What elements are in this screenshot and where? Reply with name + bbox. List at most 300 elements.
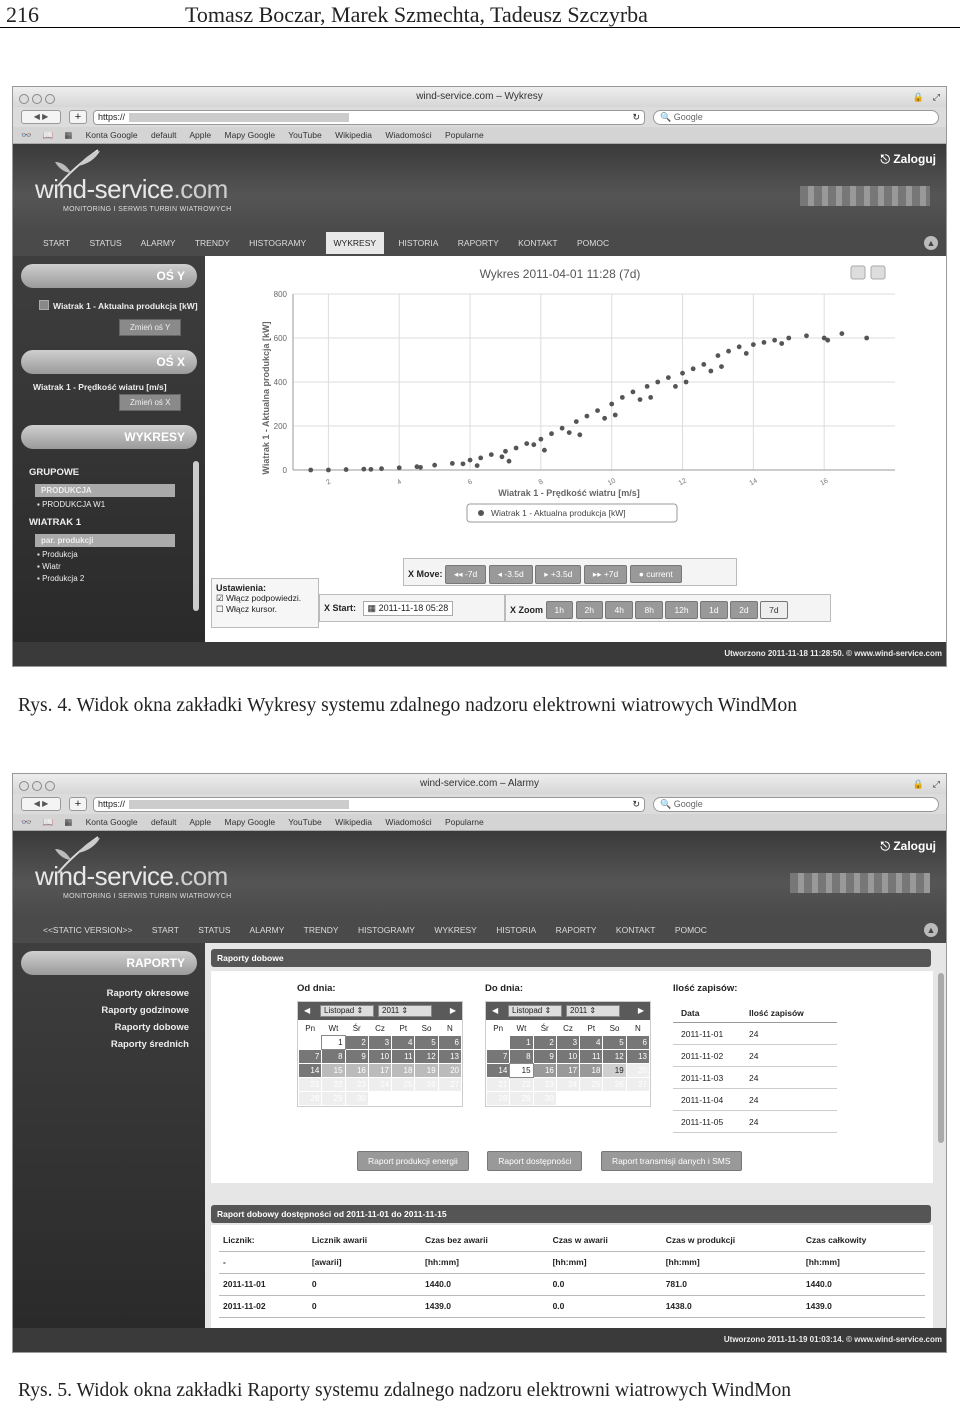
- bookmark-item[interactable]: Wiadomości: [385, 130, 432, 140]
- data-point: [507, 459, 512, 464]
- table-header-row: [219, 1229, 925, 1251]
- table-cell: 2011-11-01: [219, 1273, 308, 1295]
- close-icon[interactable]: [19, 94, 29, 104]
- energy-report-button[interactable]: Raport produkcji energii: [357, 1151, 469, 1171]
- table-row: [673, 1045, 837, 1067]
- table-header: Licznik awarii: [308, 1229, 421, 1251]
- turbine-item[interactable]: ▪ Produkcja: [37, 550, 78, 559]
- weekday: So: [421, 1023, 432, 1033]
- data-point: [648, 395, 653, 400]
- next-month-icon[interactable]: ▶: [637, 1006, 644, 1015]
- turbine-item[interactable]: ▪ Produkcja 2: [37, 574, 85, 583]
- day-cell[interactable]: 29: [322, 1092, 344, 1105]
- section-title: Raporty dobowe: [211, 949, 931, 967]
- reload-icon[interactable]: ↻: [632, 112, 640, 122]
- search-input[interactable]: 🔍 Google: [653, 110, 939, 125]
- screenshot-raporty: [12, 773, 947, 1353]
- day-cell-selected[interactable]: 1: [322, 1036, 344, 1049]
- grid-icon[interactable]: ▦: [64, 130, 73, 140]
- xstart-bar: [319, 594, 505, 622]
- data-point: [577, 432, 582, 437]
- site-logo[interactable]: [35, 174, 228, 205]
- download-icon[interactable]: [871, 266, 885, 279]
- report-link[interactable]: Raporty dobowe: [114, 1022, 189, 1033]
- login-link[interactable]: ⎋ Zaloguj: [880, 152, 936, 166]
- day-cell[interactable]: 5: [415, 1036, 437, 1049]
- day-cell[interactable]: 24: [369, 1078, 391, 1091]
- user-blurred: [800, 186, 930, 206]
- zoom-button[interactable]: 12h: [665, 601, 697, 619]
- year-select[interactable]: 2011 ⇕: [566, 1005, 620, 1017]
- month-select[interactable]: Listopad ⇕: [320, 1005, 374, 1017]
- data-point: [361, 467, 366, 472]
- day-cell[interactable]: 10: [369, 1050, 391, 1063]
- day-cell[interactable]: 24: [557, 1078, 579, 1091]
- checkbox[interactable]: [39, 300, 49, 310]
- back-forward-buttons[interactable]: ◀ ▶: [21, 797, 61, 811]
- menu-item[interactable]: TRENDY: [303, 925, 339, 935]
- logo-main: wind-service: [35, 174, 174, 204]
- report-link[interactable]: Raporty średnich: [110, 1039, 189, 1050]
- zoom-button[interactable]: 1d: [700, 601, 727, 619]
- bookmark-item[interactable]: Mapy Google: [224, 817, 276, 827]
- day-cell[interactable]: 14: [487, 1064, 509, 1077]
- user-blurred: [790, 873, 930, 893]
- chart-title: Wykres 2011-04-01 11:28 (7d): [479, 267, 641, 281]
- menu-item[interactable]: ALARMY: [140, 238, 176, 248]
- minimize-icon[interactable]: [32, 94, 42, 104]
- menu-item[interactable]: STATUS: [89, 238, 122, 248]
- data-point: [585, 414, 590, 419]
- bookmark-item[interactable]: Konta Google: [85, 130, 138, 140]
- weekday: Śr: [540, 1023, 549, 1033]
- print-icon[interactable]: [851, 266, 865, 279]
- menu-item[interactable]: TRENDY: [194, 238, 230, 248]
- day-cell[interactable]: 22: [510, 1078, 532, 1091]
- scrollbar[interactable]: [193, 461, 199, 611]
- day-cell[interactable]: 14: [299, 1064, 321, 1077]
- bookmark-item[interactable]: Konta Google: [85, 817, 138, 827]
- menu-item[interactable]: RAPORTY: [457, 238, 499, 248]
- counts-table: [673, 1003, 837, 1133]
- scrollbar[interactable]: [938, 973, 944, 1143]
- availability-report-button[interactable]: Raport dostępności: [487, 1151, 582, 1171]
- data-point: [719, 364, 724, 369]
- data-point: [645, 384, 650, 389]
- day-cell[interactable]: 16: [346, 1064, 368, 1077]
- calendar-grid: [298, 1020, 462, 1106]
- xmove-bar: [403, 558, 737, 586]
- counts-value: 24: [749, 1095, 759, 1105]
- day-cell[interactable]: 30: [346, 1092, 368, 1105]
- day-cell[interactable]: 8: [322, 1050, 344, 1063]
- xstart-input[interactable]: [363, 601, 454, 616]
- data-point: [574, 419, 579, 424]
- data-point: [864, 336, 869, 341]
- checkbox-icon[interactable]: ☐: [216, 604, 224, 614]
- report-link[interactable]: Raporty godzinowe: [101, 1005, 189, 1016]
- day-cell[interactable]: 27: [627, 1078, 649, 1091]
- figure-caption-5: Rys. 5. Widok okna zakładki Raporty systemu zdalnego nadzoru elektrowni wiatrowych WindMon: [18, 1380, 791, 1401]
- table-cell: [awarii]: [308, 1251, 421, 1273]
- data-point: [595, 408, 600, 413]
- data-point: [638, 397, 643, 402]
- menu-item[interactable]: HISTORIA: [496, 925, 537, 935]
- site-logo[interactable]: [35, 861, 228, 892]
- weekday: Pn: [305, 1023, 316, 1033]
- transmission-report-button[interactable]: Raport transmisji danych i SMS: [601, 1151, 742, 1171]
- fullscreen-icon[interactable]: ⤢: [932, 779, 940, 789]
- counts-col-count: Ilość zapisów: [749, 1008, 804, 1018]
- zoom-button[interactable]: 2h: [576, 601, 603, 619]
- day-cell[interactable]: 9: [346, 1050, 368, 1063]
- menu-item[interactable]: WYKRESY: [434, 925, 477, 935]
- menu-item[interactable]: ALARMY: [249, 925, 285, 935]
- table-cell: 1438.0: [662, 1295, 802, 1317]
- day-cell[interactable]: 13: [439, 1050, 461, 1063]
- table-header: Czas w produkcji: [662, 1229, 802, 1251]
- y-tick-label: 0: [282, 466, 287, 475]
- back-forward-buttons[interactable]: ◀ ▶: [21, 110, 61, 124]
- table-cell: 1440.0: [421, 1273, 549, 1295]
- data-point: [531, 442, 536, 447]
- count-label: Ilość zapisów:: [673, 983, 738, 994]
- browser-toolbar: [13, 794, 946, 814]
- group-title: GRUPOWE: [29, 467, 80, 478]
- day-cell[interactable]: 28: [299, 1092, 321, 1105]
- day-cell[interactable]: 19: [415, 1064, 437, 1077]
- login-link[interactable]: ⎋ Zaloguj: [880, 839, 936, 853]
- weekday: Pt: [399, 1023, 408, 1033]
- day-cell[interactable]: 11: [392, 1050, 414, 1063]
- logo-tld: .com: [173, 174, 228, 204]
- data-point: [500, 454, 505, 459]
- day-cell[interactable]: 5: [603, 1036, 625, 1049]
- day-cell[interactable]: 25: [392, 1078, 414, 1091]
- day-cell[interactable]: 15: [322, 1064, 344, 1077]
- change-y-button[interactable]: Zmień oś Y: [119, 319, 181, 336]
- x-tick-label: 4: [396, 478, 403, 487]
- group-item[interactable]: ▪ PRODUKCJA W1: [37, 500, 106, 509]
- day-cell[interactable]: 26: [603, 1078, 625, 1091]
- cursor-label: Włącz kursor.: [226, 604, 278, 614]
- prev-month-icon[interactable]: ◀: [492, 1006, 499, 1015]
- reader-icon[interactable]: 👓: [21, 130, 32, 140]
- x-tick-label: 2: [325, 478, 333, 487]
- bookmark-item[interactable]: YouTube: [288, 130, 322, 140]
- axis-y-label: Wiatrak 1 - Aktualna produkcja [kW]: [53, 301, 198, 311]
- x-tick-label: 6: [466, 478, 474, 487]
- data-point: [524, 441, 529, 446]
- bookmark-item[interactable]: default: [150, 817, 177, 827]
- chart-tree: [13, 449, 205, 583]
- day-cell[interactable]: 27: [439, 1078, 461, 1091]
- year-value: 2011: [382, 1006, 400, 1015]
- turbine-item-label: Wiatr: [42, 562, 61, 571]
- data-point: [726, 349, 731, 354]
- day-cell[interactable]: 10: [557, 1050, 579, 1063]
- table-cell: 0: [308, 1295, 421, 1317]
- xzoom-label: X Zoom: [510, 605, 543, 615]
- year-select[interactable]: 2011 ⇕: [378, 1005, 432, 1017]
- table-cell: 2011-11-02: [219, 1295, 308, 1317]
- xmove-button[interactable]: ▸ +3.5d: [535, 565, 581, 584]
- xmove-label: X Move:: [408, 569, 443, 579]
- calendar-icon[interactable]: ▦: [367, 603, 377, 613]
- day-cell[interactable]: 17: [369, 1064, 391, 1077]
- table-cell: 781.0: [662, 1273, 802, 1295]
- scroll-up-icon[interactable]: ▲: [924, 236, 938, 250]
- bookmark-item[interactable]: Mapy Google: [224, 130, 276, 140]
- day-cell[interactable]: 21: [299, 1078, 321, 1091]
- calendar-grid: [486, 1020, 650, 1106]
- counts-date: 2011-11-03: [681, 1073, 724, 1083]
- day-cell[interactable]: 7: [487, 1050, 509, 1063]
- table-header: Czas w awarii: [549, 1229, 662, 1251]
- day-cell[interactable]: 2: [346, 1036, 368, 1049]
- menu-item[interactable]: POMOC: [674, 925, 707, 935]
- data-point: [461, 461, 466, 466]
- calendar-header: [486, 1002, 650, 1020]
- day-cell[interactable]: 4: [580, 1036, 602, 1049]
- menu-item[interactable]: START: [151, 925, 179, 935]
- bookmark-item[interactable]: Popularne: [444, 817, 484, 827]
- charts-header: WYKRESY: [21, 425, 197, 449]
- counts-value: 24: [749, 1073, 759, 1083]
- day-cell-selected[interactable]: 15: [510, 1064, 532, 1077]
- address-bar[interactable]: [93, 797, 645, 812]
- close-icon[interactable]: [19, 781, 29, 791]
- search-input[interactable]: 🔍 Google: [653, 797, 939, 812]
- day-cell[interactable]: 23: [346, 1078, 368, 1091]
- sidebar: [13, 256, 205, 645]
- bookmark-item[interactable]: Apple: [189, 817, 212, 827]
- day-cell[interactable]: 3: [369, 1036, 391, 1049]
- table-cell: [hh:mm]: [662, 1251, 802, 1273]
- data-point: [772, 338, 777, 343]
- bookmark-item[interactable]: Wikipedia: [335, 130, 372, 140]
- login-label: Zaloguj: [893, 152, 936, 166]
- bookmark-item[interactable]: YouTube: [288, 817, 322, 827]
- zoom-button[interactable]: 1h: [546, 601, 573, 619]
- day-cell[interactable]: 7: [299, 1050, 321, 1063]
- window-titlebar: [13, 774, 946, 794]
- turbine-head[interactable]: par. produkcji: [35, 534, 175, 547]
- add-button[interactable]: +: [69, 797, 87, 811]
- menu-item[interactable]: KONTAKT: [518, 238, 558, 248]
- url-text: https://: [98, 799, 126, 809]
- zoom-button[interactable]: 4h: [605, 601, 632, 619]
- day-cell[interactable]: 19: [603, 1064, 625, 1077]
- xzoom-bar: [505, 594, 831, 622]
- reload-icon[interactable]: ↻: [632, 799, 640, 809]
- day-cell[interactable]: 2: [534, 1036, 556, 1049]
- logo-main: wind-service: [35, 861, 174, 891]
- table-cell: 0: [308, 1273, 421, 1295]
- menu-item[interactable]: HISTOGRAMY: [357, 925, 415, 935]
- turbine-item[interactable]: ▪ Wiatr: [37, 562, 61, 571]
- menu-item[interactable]: HISTOGRAMY: [249, 238, 307, 248]
- screenshot-wykresy: [12, 86, 947, 667]
- day-cell[interactable]: 23: [534, 1078, 556, 1091]
- data-point: [432, 463, 437, 468]
- table-row: [673, 1067, 837, 1089]
- bookmark-item[interactable]: default: [150, 130, 177, 140]
- day-cell[interactable]: 12: [415, 1050, 437, 1063]
- site-footer: Utworzono 2011-11-18 11:28:50. © www.wind-service.com: [13, 642, 946, 666]
- prev-month-icon[interactable]: ◀: [304, 1006, 311, 1015]
- sidebar: [13, 943, 205, 1330]
- day-cell[interactable]: 17: [557, 1064, 579, 1077]
- day-cell[interactable]: 18: [580, 1064, 602, 1077]
- data-point: [475, 463, 480, 468]
- month-value: Listopad: [324, 1006, 355, 1015]
- report-link[interactable]: Raporty okresowe: [106, 988, 189, 999]
- zoom-button[interactable]: 2d: [730, 601, 757, 619]
- day-cell[interactable]: 11: [580, 1050, 602, 1063]
- add-button[interactable]: +: [69, 110, 87, 124]
- counts-date: 2011-11-01: [681, 1029, 724, 1039]
- xmove-button[interactable]: ▸▸ +7d: [584, 565, 627, 584]
- day-cell[interactable]: 20: [439, 1064, 461, 1077]
- menu-item-active[interactable]: WYKRESY: [326, 232, 385, 254]
- data-point: [701, 362, 706, 367]
- weekday: Pt: [587, 1023, 596, 1033]
- day-cell[interactable]: 6: [627, 1036, 649, 1049]
- main-menu: [13, 230, 946, 256]
- weekday: Pn: [493, 1023, 504, 1033]
- day-cell[interactable]: 12: [603, 1050, 625, 1063]
- data-point: [666, 375, 671, 380]
- data-point: [825, 338, 830, 343]
- zoom-button[interactable]: 8h: [635, 601, 662, 619]
- day-cell[interactable]: 1: [510, 1036, 532, 1049]
- data-point: [631, 390, 636, 395]
- bookmark-item[interactable]: Wikipedia: [335, 817, 372, 827]
- page-number: 216: [6, 2, 39, 27]
- data-point: [397, 465, 402, 470]
- tooltips-label: Włącz podpowiedzi.: [226, 593, 302, 603]
- logo-subtitle: MONITORING I SERWIS TURBIN WIATROWYCH: [63, 206, 232, 213]
- x-tick-label: 8: [537, 478, 545, 487]
- data-point: [609, 402, 614, 407]
- group-item-label: PRODUKCJA W1: [42, 500, 106, 509]
- day-cell[interactable]: 13: [627, 1050, 649, 1063]
- weekday: Śr: [352, 1023, 361, 1033]
- table-cell: 1440.0: [802, 1273, 925, 1295]
- y-tick-label: 800: [273, 290, 287, 299]
- axis-x-label: Wiatrak 1 - Prędkość wiatru [m/s]: [33, 382, 167, 392]
- day-cell[interactable]: 21: [487, 1078, 509, 1091]
- data-point: [503, 449, 508, 454]
- day-cell[interactable]: 29: [510, 1092, 532, 1105]
- axis-y-item: [13, 288, 205, 313]
- report-area: [211, 1225, 933, 1330]
- xmove-button[interactable]: ◂ -3.5d: [489, 565, 533, 584]
- search-placeholder: Google: [673, 799, 703, 809]
- table-row: [219, 1295, 925, 1317]
- bookmark-item[interactable]: Apple: [189, 130, 212, 140]
- checkbox-checked-icon[interactable]: ☑: [216, 593, 224, 603]
- menu-item[interactable]: RAPORTY: [555, 925, 597, 935]
- change-x-button[interactable]: Zmień oś X: [119, 394, 181, 411]
- to-label: Do dnia:: [485, 983, 523, 994]
- table-cell: [hh:mm]: [549, 1251, 662, 1273]
- figure-caption-4: Rys. 4. Widok okna zakładki Wykresy systemu zdalnego nadzoru elektrowni wiatrowych WindMon: [18, 695, 798, 716]
- menu-item[interactable]: START: [43, 238, 71, 248]
- menu-item[interactable]: KONTAKT: [615, 925, 656, 935]
- day-cell[interactable]: 20: [627, 1064, 649, 1077]
- cursor-option[interactable]: [216, 604, 314, 615]
- minimize-icon[interactable]: [32, 781, 42, 791]
- grid-icon[interactable]: ▦: [64, 817, 73, 827]
- address-bar[interactable]: [93, 110, 645, 125]
- data-point: [514, 446, 519, 451]
- weekday: Cz: [375, 1023, 385, 1033]
- menu-item[interactable]: POMOC: [577, 238, 610, 248]
- fullscreen-icon[interactable]: ⤢: [932, 92, 940, 102]
- book-icon[interactable]: 📖: [42, 130, 54, 140]
- day-cell[interactable]: 9: [534, 1050, 556, 1063]
- day-cell[interactable]: 3: [557, 1036, 579, 1049]
- search-placeholder: Google: [673, 112, 703, 122]
- next-month-icon[interactable]: ▶: [449, 1006, 456, 1015]
- day-cell[interactable]: 30: [534, 1092, 556, 1105]
- data-point: [450, 461, 455, 466]
- data-point: [379, 466, 384, 471]
- bookmark-item[interactable]: Popularne: [444, 130, 484, 140]
- day-cell[interactable]: 26: [415, 1078, 437, 1091]
- data-point: [478, 456, 483, 461]
- report-table: [219, 1229, 925, 1318]
- reader-icon[interactable]: 👓: [21, 817, 32, 827]
- day-cell[interactable]: 28: [487, 1092, 509, 1105]
- table-row: [673, 1089, 837, 1111]
- settings-title: Ustawienia:: [216, 583, 267, 593]
- day-cell[interactable]: 8: [510, 1050, 532, 1063]
- day-cell[interactable]: 16: [534, 1064, 556, 1077]
- month-select[interactable]: Listopad ⇕: [508, 1005, 562, 1017]
- weekday: Wt: [516, 1023, 527, 1033]
- from-label: Od dnia:: [297, 983, 336, 994]
- group-head[interactable]: PRODUKCJA: [35, 484, 175, 497]
- xmove-button[interactable]: ◂◂ -7d: [445, 565, 486, 584]
- menu-item[interactable]: <<STATIC VERSION>>: [43, 925, 133, 935]
- report-buttons: [357, 1151, 742, 1171]
- day-cell[interactable]: 25: [580, 1078, 602, 1091]
- logo-subtitle: MONITORING I SERWIS TURBIN WIATROWYCH: [63, 893, 232, 900]
- day-cell[interactable]: 18: [392, 1064, 414, 1077]
- data-point: [691, 366, 696, 371]
- data-point: [737, 344, 742, 349]
- zoom-icon[interactable]: [45, 781, 55, 791]
- counts-value: 24: [749, 1117, 759, 1127]
- current-button[interactable]: ● current: [630, 565, 682, 583]
- table-cell: 0.0: [549, 1273, 662, 1295]
- book-icon[interactable]: 📖: [42, 817, 54, 827]
- menu-item[interactable]: HISTORIA: [398, 238, 439, 248]
- day-cell[interactable]: 6: [439, 1036, 461, 1049]
- zoom-button-active[interactable]: 7d: [760, 601, 787, 619]
- tooltips-option[interactable]: [216, 593, 314, 604]
- bookmark-item[interactable]: Wiadomości: [385, 817, 432, 827]
- zoom-icon[interactable]: [45, 94, 55, 104]
- day-cell[interactable]: 4: [392, 1036, 414, 1049]
- menu-item[interactable]: STATUS: [198, 925, 231, 935]
- scroll-up-icon[interactable]: ▲: [924, 923, 938, 937]
- data-point: [804, 333, 809, 338]
- day-cell[interactable]: 22: [322, 1078, 344, 1091]
